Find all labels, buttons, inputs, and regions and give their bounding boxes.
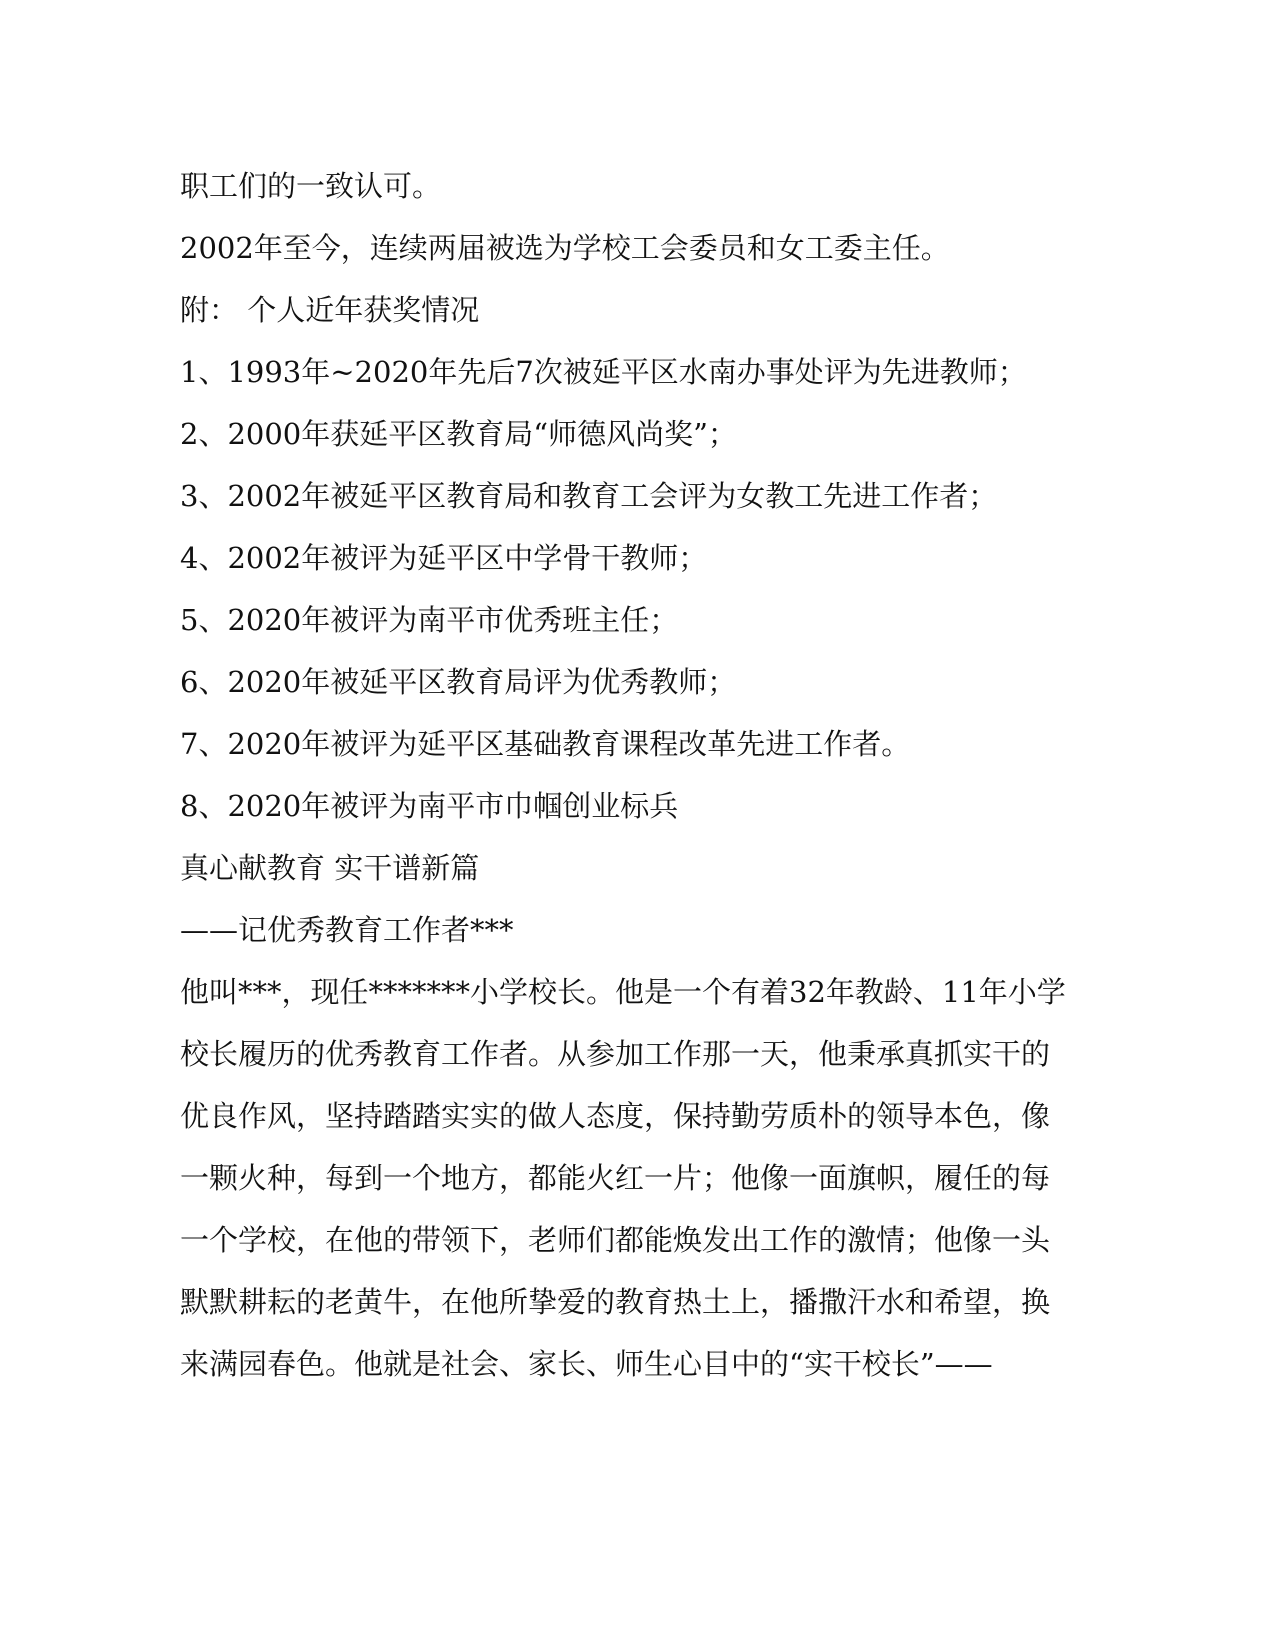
award-item: 2、2000年获延平区教育局“师德风尚奖”； [180,417,737,451]
article-subtitle: ——记优秀教育工作者*** [180,913,514,947]
paragraph-line: 一颗火种，每到一个地方，都能火红一片；他像一面旗帜，履任的每 [180,1161,1051,1195]
paragraph-line: 一个学校，在他的带领下，老师们都能焕发出工作的激情；他像一头 [180,1223,1051,1257]
award-item: 5、2020年被评为南平市优秀班主任； [180,603,679,637]
text-line: 职工们的一致认可。 [180,169,442,203]
award-item: 4、2002年被评为延平区中学骨干教师； [180,541,708,575]
paragraph-line: 来满园春色。他就是社会、家长、师生心目中的“实干校长”—— [180,1347,993,1381]
paragraph-line: 校长履历的优秀教育工作者。从参加工作那一天，他秉承真抓实干的 [180,1037,1051,1071]
paragraph-line: 默默耕耘的老黄牛，在他所挚爱的教育热土上，播撒汗水和希望，换 [180,1285,1051,1319]
article-title: 真心献教育 实干谱新篇 [180,851,480,885]
award-item: 6、2020年被延平区教育局评为优秀教师； [180,665,737,699]
text-line: 2002年至今，连续两届被选为学校工会委员和女工委主任。 [180,231,950,265]
award-item: 8、2020年被评为南平市巾帼创业标兵 [180,789,679,823]
paragraph-line: 他叫***，现任*******小学校长。他是一个有着32年教龄、11年小学 [180,975,1066,1009]
award-item: 3、2002年被延平区教育局和教育工会评为女教工先进工作者； [180,479,998,513]
document-body [180,162,1066,1402]
award-item: 1、1993年~2020年先后7次被延平区水南办事处评为先进教师； [180,355,1027,389]
award-item: 7、2020年被评为延平区基础教育课程改革先进工作者。 [180,727,911,761]
paragraph-line: 优良作风，坚持踏踏实实的做人态度，保持勤劳质朴的领导本色，像 [180,1099,1051,1133]
text-line: 附： 个人近年获奖情况 [180,293,480,327]
